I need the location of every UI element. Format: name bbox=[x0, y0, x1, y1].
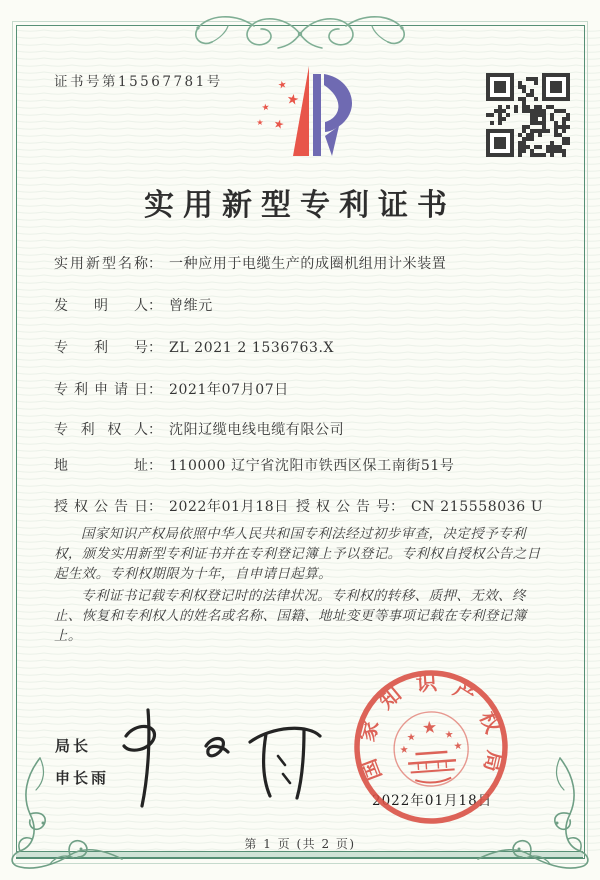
seal-char: 家 bbox=[353, 717, 384, 745]
field-label: 专利申请日 bbox=[54, 382, 148, 398]
field-value: 2022年01月18日 bbox=[169, 499, 289, 515]
field-row-patent-number: 专利号： ZL 2021 2 1536763.X bbox=[54, 337, 548, 357]
svg-text:★: ★ bbox=[261, 102, 271, 114]
cnipa-patent-logo-icon bbox=[246, 62, 366, 167]
field-label: 授权公告号 bbox=[296, 499, 390, 515]
field-row-filing-date: 专利申请日： 2021年07月07日 bbox=[54, 379, 548, 399]
field-label: 实用新型名称 bbox=[54, 256, 148, 272]
national-emblem-round-seal-icon bbox=[343, 659, 518, 834]
svg-text:★: ★ bbox=[276, 79, 289, 92]
qr-code bbox=[486, 73, 570, 157]
field-pair-grant-date: 授权公告日： 2022年01月18日 bbox=[54, 499, 289, 515]
svg-text:★: ★ bbox=[453, 740, 463, 753]
seal-char: 权 bbox=[474, 707, 507, 737]
svg-text:★: ★ bbox=[399, 744, 410, 757]
field-row-address: 地址： 110000 辽宁省沈阳市铁西区保工南街51号 bbox=[54, 455, 548, 475]
field-value: CN 215558036 U bbox=[411, 499, 544, 515]
field-value: ZL 2021 2 1536763.X bbox=[169, 340, 335, 356]
field-row-patentee: 专利权人： 沈阳辽缆电线电缆有限公司 bbox=[54, 419, 548, 439]
seal-char: 产 bbox=[449, 675, 481, 709]
field-row-inventor: 发明人： 曾维元 bbox=[54, 295, 548, 315]
field-value: 沈阳辽缆电线电缆有限公司 bbox=[169, 422, 345, 438]
svg-text:★: ★ bbox=[256, 118, 264, 127]
seal-date: 2022年01月18日 bbox=[372, 793, 493, 809]
national-emblem-icon bbox=[392, 710, 471, 789]
field-label: 授权公告日 bbox=[54, 499, 148, 515]
svg-text:★: ★ bbox=[444, 729, 455, 741]
field-label: 地址 bbox=[54, 458, 148, 474]
director-name: 申长雨 bbox=[55, 769, 110, 787]
field-label: 专利号 bbox=[54, 340, 148, 356]
field-pair-grant-number: 授权公告号： CN 215558036 U bbox=[296, 496, 543, 516]
top-scroll-ornament-icon bbox=[168, 2, 432, 58]
legal-text-block bbox=[54, 524, 548, 648]
svg-text:★: ★ bbox=[421, 717, 438, 739]
page-title: 实用新型专利证书 bbox=[144, 188, 456, 223]
field-label: 专利权人 bbox=[54, 422, 148, 438]
field-label: 发明人 bbox=[54, 298, 148, 314]
director-title: 局长 bbox=[55, 737, 92, 755]
field-row-grant bbox=[54, 496, 548, 516]
seal-char: 知 bbox=[373, 681, 406, 714]
svg-text:★: ★ bbox=[285, 91, 301, 110]
field-value: 一种应用于电缆生产的成圈机组用计米装置 bbox=[169, 256, 447, 272]
seal-char: 局 bbox=[479, 748, 509, 775]
field-row-utility-model-name: 实用新型名称： 一种应用于电缆生产的成圈机组用计米装置 bbox=[54, 253, 548, 273]
page-footer: 第 1 页 (共 2 页) bbox=[244, 837, 356, 851]
svg-text:★: ★ bbox=[272, 116, 286, 133]
svg-text:★: ★ bbox=[406, 732, 417, 744]
seal-char: 国 bbox=[355, 755, 387, 785]
field-value: 110000 辽宁省沈阳市铁西区保工南街51号 bbox=[169, 458, 455, 474]
field-value: 2021年07月07日 bbox=[169, 382, 289, 398]
field-value: 曾维元 bbox=[169, 298, 213, 314]
handwritten-signature-icon bbox=[112, 700, 337, 815]
legal-paragraph-2: 专利证书记载专利权登记时的法律状况。专利权的转移、质押、无效、终止、恢复和专利权人的姓名或名称、国籍、地址变更等事项记载在专利登记簿上。 bbox=[54, 588, 527, 644]
legal-paragraph-1: 国家知识产权局依照中华人民共和国专利法经过初步审查，决定授予专利权，颁发实用新型专利证书并在专利登记簿上予以登记。专利权自授权公告之日起生效。专利权期限为十年，自申请日起算。 bbox=[54, 526, 541, 582]
seal-char: 识 bbox=[415, 669, 438, 696]
certificate-number: 证书号第15567781号 bbox=[54, 74, 223, 90]
